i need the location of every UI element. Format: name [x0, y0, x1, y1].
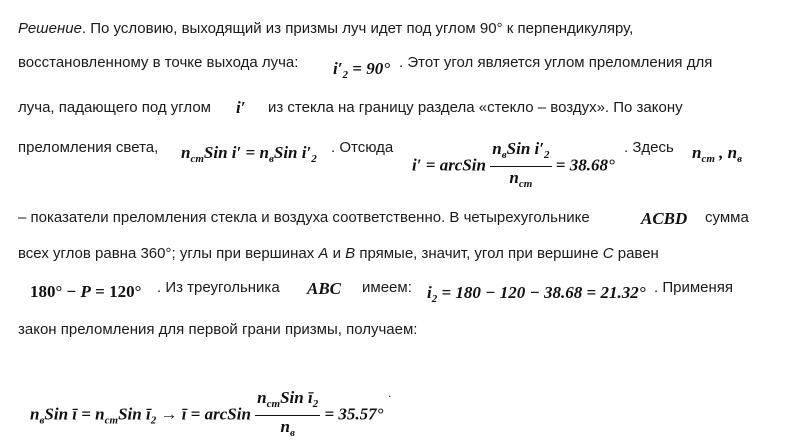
- vertex-c: C: [602, 245, 614, 262]
- line-3-end: из стекла на границу раздела «стекло – воздух». По закону: [268, 99, 683, 116]
- formula-final: $n_вSin$ ī = $n_{ст}Sin$ $ī_2$ → ī = arcSin $\frac{n_{ст}Sin ī_2}{n_в}$ = 35.57°: [30, 388, 383, 443]
- line-2-end: . Этот угол является углом преломления для: [399, 54, 713, 71]
- fraction-1: $\frac{n_вSin i'_2}{n_{ст}}$: [492, 139, 550, 190]
- formula-i2: $i_2 = 180 - 120 - 38.68 = 21.32^\circ$: [427, 283, 646, 305]
- vertex-a: A: [318, 245, 329, 262]
- formula-incidence-angle: i′: [236, 98, 246, 117]
- formula-exit-angle: $i'_2 = 90^\circ$: [333, 59, 391, 81]
- line-1: [18, 20, 633, 38]
- line-6: всех углов равна 360°; углы при вершинах A и B прямые, значит, угол при вершине C равен: [18, 245, 659, 262]
- formula-quadrilateral: ACBD: [641, 209, 688, 228]
- formula-indices: $n_{ст}$ , $n_в$: [692, 143, 743, 165]
- line-4-mid: . Отсюда: [331, 139, 394, 156]
- formula-arcsin-1: i′ = arcSin $\frac{n_вSin i'_2}{n_{ст}}$ = 38.68°: [412, 139, 615, 194]
- vertex-b: B: [345, 245, 356, 262]
- line-8: закон преломления для первой грани призмы, получаем:: [18, 321, 418, 338]
- formula-angle-c: 180° − P = 120°: [30, 282, 142, 301]
- line-5-start: – показатели преломления стекла и воздуха соответственно. В четырехугольнике: [18, 209, 590, 226]
- line-7-end: . Применяя: [654, 279, 734, 296]
- line-3-start: луча, падающего под углом: [18, 99, 211, 116]
- formula-refraction-law: $n_{ст}Sin$ $i' = n_вSin$ $i'_2$: [181, 143, 317, 165]
- solution-label: Решение: [18, 20, 82, 37]
- formula-triangle: ABC: [307, 279, 342, 298]
- line-1-text: . По условию, выходящий из призмы луч идет под углом 90° к перпендикуляру,: [81, 20, 634, 37]
- line-5-end: сумма: [705, 209, 749, 226]
- line-4-end: . Здесь: [624, 139, 674, 156]
- trailing-dot: .: [388, 386, 392, 400]
- line-7-mid: . Из треугольника: [157, 279, 280, 296]
- line-2-text: восстановленному в точке выхода луча:: [18, 54, 299, 71]
- line-7-mid2: имеем:: [362, 279, 412, 296]
- line-4-start: преломления света,: [18, 139, 159, 156]
- fraction-2: $\frac{n_{ст}Sin ī_2}{n_в}$: [257, 388, 319, 439]
